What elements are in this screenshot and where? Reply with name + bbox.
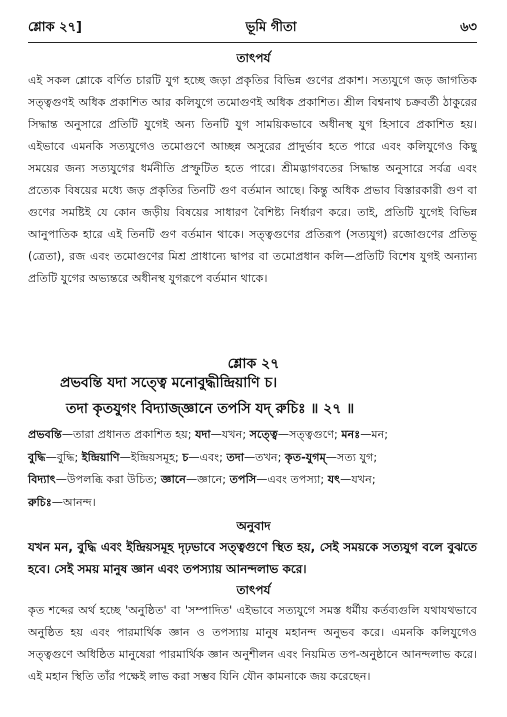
header-rule [28,42,477,43]
term-meaning: —এবং; [188,450,227,464]
book-title: ভূমি গীতা [245,19,297,35]
term-meaning: —তারা প্রধানত প্রকাশিত হয়; [61,428,196,441]
term-meaning: —উপলব্ধি করা উচিত; [55,473,161,486]
sanskrit-term: মনঃ [341,428,361,441]
word-for-word [28,424,477,514]
chapter-verse-ref: শ্লোক ২৭] [28,19,82,35]
sanskrit-term: তপসি [229,473,257,486]
purport-heading: তাৎপর্য [236,51,271,65]
sanskrit-term: সত্ত্বে [249,428,278,441]
verse-line-2: তদা কৃতযুগং বিদ্যাজ্জ্ঞানে তপসি যদ্ রুচিঃ ॥ ২৭ ॥ [66,401,355,417]
sanskrit-term: রুচিঃ [28,495,52,509]
term-meaning: —তখন; [243,450,285,464]
term-meaning: —সত্য যুগ; [325,450,378,464]
translation-paragraph: যখন মন, বুদ্ধি এবং ইন্দ্রিয়সমূহ দৃঢ়ভাবে সত্ত্বগুণে স্থিত হয়, সেই সময়কে সত্যযুগ বলে বুঝতে হবে। সেই সময় মানুষ জ্ঞান এবং তপস্যায় আনন্দলাভ করে। [28,540,477,576]
sanskrit-term: কৃত-যুগম্ [284,450,326,464]
sloka-heading: শ্লোক ২৭ [227,356,280,372]
word-for-word-line [28,469,477,492]
word-for-word-line [28,492,477,515]
sanskrit-term: ইন্দ্রিয়াণি [81,450,120,464]
purport-heading-2: তাৎপর্য [236,583,271,597]
sanskrit-term: তদা [226,450,244,464]
sanskrit-term: যৎ [327,473,341,486]
page-header [28,18,477,38]
term-meaning: —ইন্দ্রিয়সমূহ; [119,450,183,464]
word-for-word-line [28,424,477,447]
term-meaning: —মন; [360,428,389,441]
sanskrit-term: বুদ্ধি [28,450,46,464]
term-meaning: —জ্ঞানে; [185,473,230,486]
term-meaning: —বুদ্ধি; [45,450,82,464]
sanskrit-verse [60,370,477,422]
purport-paragraph: এই সকল শ্লোকে বর্ণিত চারটি যুগ হচ্ছে জড়া প্রকৃতির বিভিন্ন গুণের প্রকাশ। সত্যযুগে জড় জাগতিক সত্ত্বগুণই অধিক প্রকাশিত আর কলিযুগে তমোগুণই অধিক প্রকাশিত। শ্রীল বিশ্বনাথ চক্রবর্তী ঠাকুরের সিদ্ধান্ত অনুসারে প্রতিটি যুগেই অন্য তিনটি যুগ সাময়িকভাবে অধীনস্থ যুগ হিসাবে প্রকাশিত হয়। এইভাবে এমনকি সত্যযুগেও তমোগুণে আচ্ছন্ন অসুরের প্রাদুর্ভাব হতে পারে এবং কলিযুগেও কিছু সময়ের জন্য সত্যযুগের ধর্মনীতি প্রস্ফুটিত হতে পারে। শ্রীমদ্ভাগবতের সিদ্ধান্ত অনুসারে সর্বত্র এবং প্রত্যেক বিষয়ের মধ্যে জড় প্রকৃতির তিনটি গুণ বর্তমান আছে। কিন্তু অধিক প্রভাব বিস্তারকারী গুণ বা গুণের সমষ্টিই যে কোন জড়ীয় বিষয়ের সাধারণ বৈশিষ্ট্য নির্ধারণ করে। তাই, প্রতিটি যুগেই বিভিন্ন আনুপাতিক হারে এই তিনটি গুণ বর্তমান থাকে। সত্ত্বগুণের প্রতিরূপ (সত্যযুগ) রজোগুণের প্রতিভূ (ত্রেতা), রজ এবং তমোগুণের মিশ্র প্রাধান্যে দ্বাপর বা তমোপ্রধান কলি—প্রতিটি বিশেষ যুগই অন্যান্য প্রতিটি যুগের অভ্যন্তরে অধীনস্থ যুগরূপে বর্তমান থাকে। [28,74,477,285]
verse-line-1: প্রভবন্তি যদা সত্ত্বে মনোবুদ্ধীন্দ্রিয়াণি চ। [60,375,278,391]
term-meaning: —সত্ত্বগুণে; [277,428,342,441]
purport-paragraph-2: কৃত শব্দের অর্থ হচ্ছে 'অনুষ্ঠিত' বা 'সম্পাদিত' এইভাবে সত্যযুগে সমস্ত ধর্মীয় কর্তব্যগুলি যথাযথভাবে অনুষ্ঠিত হয় এবং পারমার্থিক জ্ঞান ও তপস্যায় মানুষ মহানন্দ অনুভব করে। এমনকি কলিযুগেও সত্ত্বগুণে অধিষ্ঠিত মানুষেরা পারমার্থিক জ্ঞান অনুশীলন এবং নিয়মিত তপ-অনুষ্ঠানে আনন্দলাভ করে। এই মহান স্থিতি তাঁর পক্ষেই লাভ করা সম্ভব যিনি যৌন কামনাকে জয় করেছেন। [28,604,477,683]
term-meaning: —যখন; [210,428,250,441]
sanskrit-term: জ্ঞানে [160,473,186,486]
term-meaning: —এবং তপস্যা; [256,473,328,486]
term-meaning: —আনন্দ। [51,495,96,509]
term-meaning: —যখন; [340,473,376,486]
word-for-word-line [28,447,477,470]
sanskrit-term: প্রভবন্তি [28,428,62,441]
translation-heading: অনুবাদ [236,519,271,533]
sanskrit-term: চ [182,450,189,464]
sanskrit-term: বিদ্যাৎ [28,473,56,486]
page-number: ৬৩ [460,19,477,35]
sanskrit-term: যদা [195,428,211,441]
